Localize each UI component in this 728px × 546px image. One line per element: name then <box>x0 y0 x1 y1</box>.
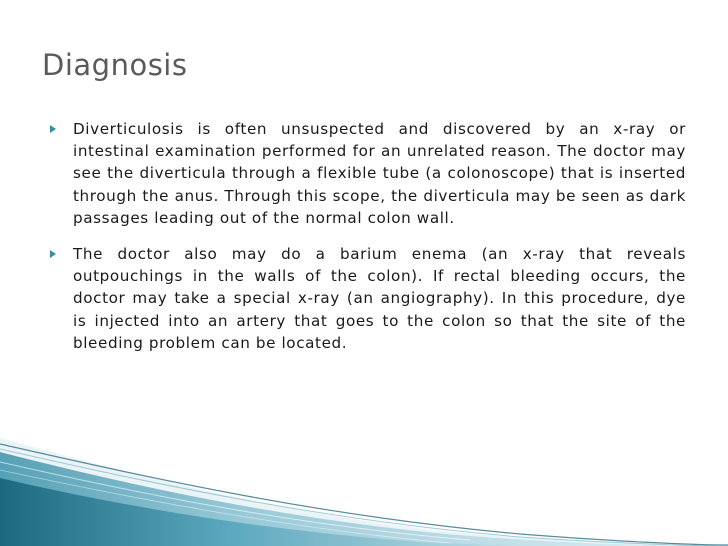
bullet-list <box>49 118 686 368</box>
bullet-text: Diverticulosis is often unsuspected and discovered by an x-ray or intestinal examination performed for an unrelated reason. The doctor may see the diverticula through a flexible tube (a colonoscope) that is inserted through the anus. Through this scope, the diverticula may be seen as dark passages leading out of the normal colon wall. <box>73 120 686 227</box>
slide-title: Diagnosis <box>42 48 188 82</box>
triangle-bullet-icon <box>50 250 56 258</box>
bullet-item <box>49 243 686 354</box>
triangle-bullet-icon <box>50 125 56 133</box>
bullet-item <box>49 118 686 229</box>
bullet-text: The doctor also may do a barium enema (an x-ray that reveals outpouchings in the walls of the colon). If rectal bleeding occurs, the doctor may take a special x-ray (an angiography). In this procedure, dye is injected into an artery that goes to the colon so that the site of the bleeding problem can be located. <box>73 245 686 352</box>
